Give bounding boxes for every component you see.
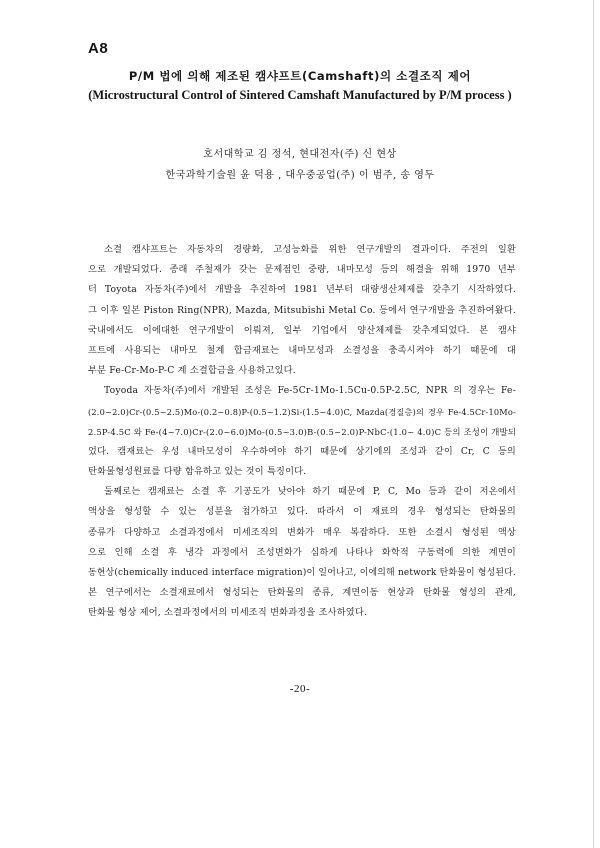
page-number: -20- [289,683,311,695]
text-line: 종류가 다양하고 소결과정에서 미세조직의 변화가 매우 복잡하다. 또한 소결시 형성된 액상 [88,526,516,538]
author-line-1: 호서대학교 김 정석, 현대전자(주) 신 현상 [203,149,397,160]
text-line: 본 연구에서는 소결재료에서 형성되는 탄화물의 종류, 계면이동 현상과 탄화물 형성의 관계, [88,587,516,599]
text-line: 으로 개발되었다. 종래 주철재가 갖는 문제점인 중량, 내마모성 등의 해결을 위해 1970 년부 [88,264,516,276]
text-line: 2.5P-4.5C 와 Fe-(4~7.0)Cr-(2.0~6.0)Mo-(0.5~3.0)B-(0.5~2.0)P-NbC-(1.0~ 4.0)C 등의 조성이 개발되 [88,426,517,437]
text-line: 둘째로는 캠재료는 소결 후 기공도가 낮아야 하기 때문에 P, C, Mo 등과 같이 저온에서 [104,486,516,498]
text-line: Toyoda 자동차(주)에서 개발된 조성은 Fe-5Cr-1Mo-1.5Cu-0.5P-2.5C, NPR 의 경우는 Fe- [104,385,516,397]
text-line: 그 이후 일본 Piston Ring(NPR), Mazda, Mitsubishi Metal Co. 등에서 연구개발을 추진하여왔다. [88,304,516,316]
text-line: 액상을 형성할 수 있는 성분을 첨가하고 있다. 따라서 이 재료의 경우 형성되는 탄화물의 [88,506,516,518]
title-korean: P/M 법에 의해 제조된 캠샤프트(Camshaft)의 소결조직 제어 [128,69,472,83]
scan-edge-line [593,0,594,848]
author-line-2: 한국과학기술원 윤 덕용 , 대우중공업(주) 이 범주, 송 영두 [165,170,435,181]
paragraph-3 [88,482,516,623]
text-line: 으로 인해 소결 후 냉각 과정에서 조성변화가 심하게 나타나 화학적 구동력에 의한 계면이 [88,546,516,558]
text-line: 탄화물형성원료를 다량 함유하고 있는 것이 특징이다. [88,466,307,478]
text-line: 탄화물 형상 제어, 소결과정에서의 미세조직 변화과정을 조사하였다. [88,607,368,619]
paragraph-1 [88,240,516,381]
text-line: 터 Toyota 자동차(주)에서 개발을 추진하여 1981 년부터 대량생산체제를 갖추기 시작하였다. [88,284,516,296]
title-english: (Microstructural Control of Sintered Camshaft Manufactured by P/M process ) [88,88,512,102]
text-line: 국내에서도 이에대한 연구개발이 이뤄져, 일부 기업에서 양산체제를 갖추게되었다. 본 캠샤 [88,324,516,336]
text-line: (2.0~2.0)Cr-(0.5~2.5)Mo-(0.2~0.8)P-(0.5~1.2)Si-(1.5~4.0)C, Mazda(경질층)의 경우 Fe-4.5Cr-10Mo- [88,406,516,417]
text-line: 동현상(chemically induced interface migration)이 일어나고, 이에의해 network 탄화물이 형성된다. [88,568,516,578]
abstract-code: A8 [88,40,109,57]
author-block [0,144,600,186]
paragraph-2 [88,381,516,482]
text-line: 부분 Fe-Cr-Mo-P-C 계 소결합금을 사용하고있다. [88,365,296,377]
text-line: 었다. 캠재료는 우성 내마모성이 우수하여야 하기 때문에 상기에의 조성과 같이 Cr, C 등의 [88,445,516,457]
text-line: 소결 캠샤프트는 자동차의 경량화, 고성능화를 위한 연구개발의 결과이다. 주전의 일환 [104,244,516,255]
text-line: 프트에 사용되는 내마모 철계 합금재료는 내마모성과 소결성을 충족시켜야 하기 때문에 대 [88,344,516,356]
abstract-body [88,240,516,624]
